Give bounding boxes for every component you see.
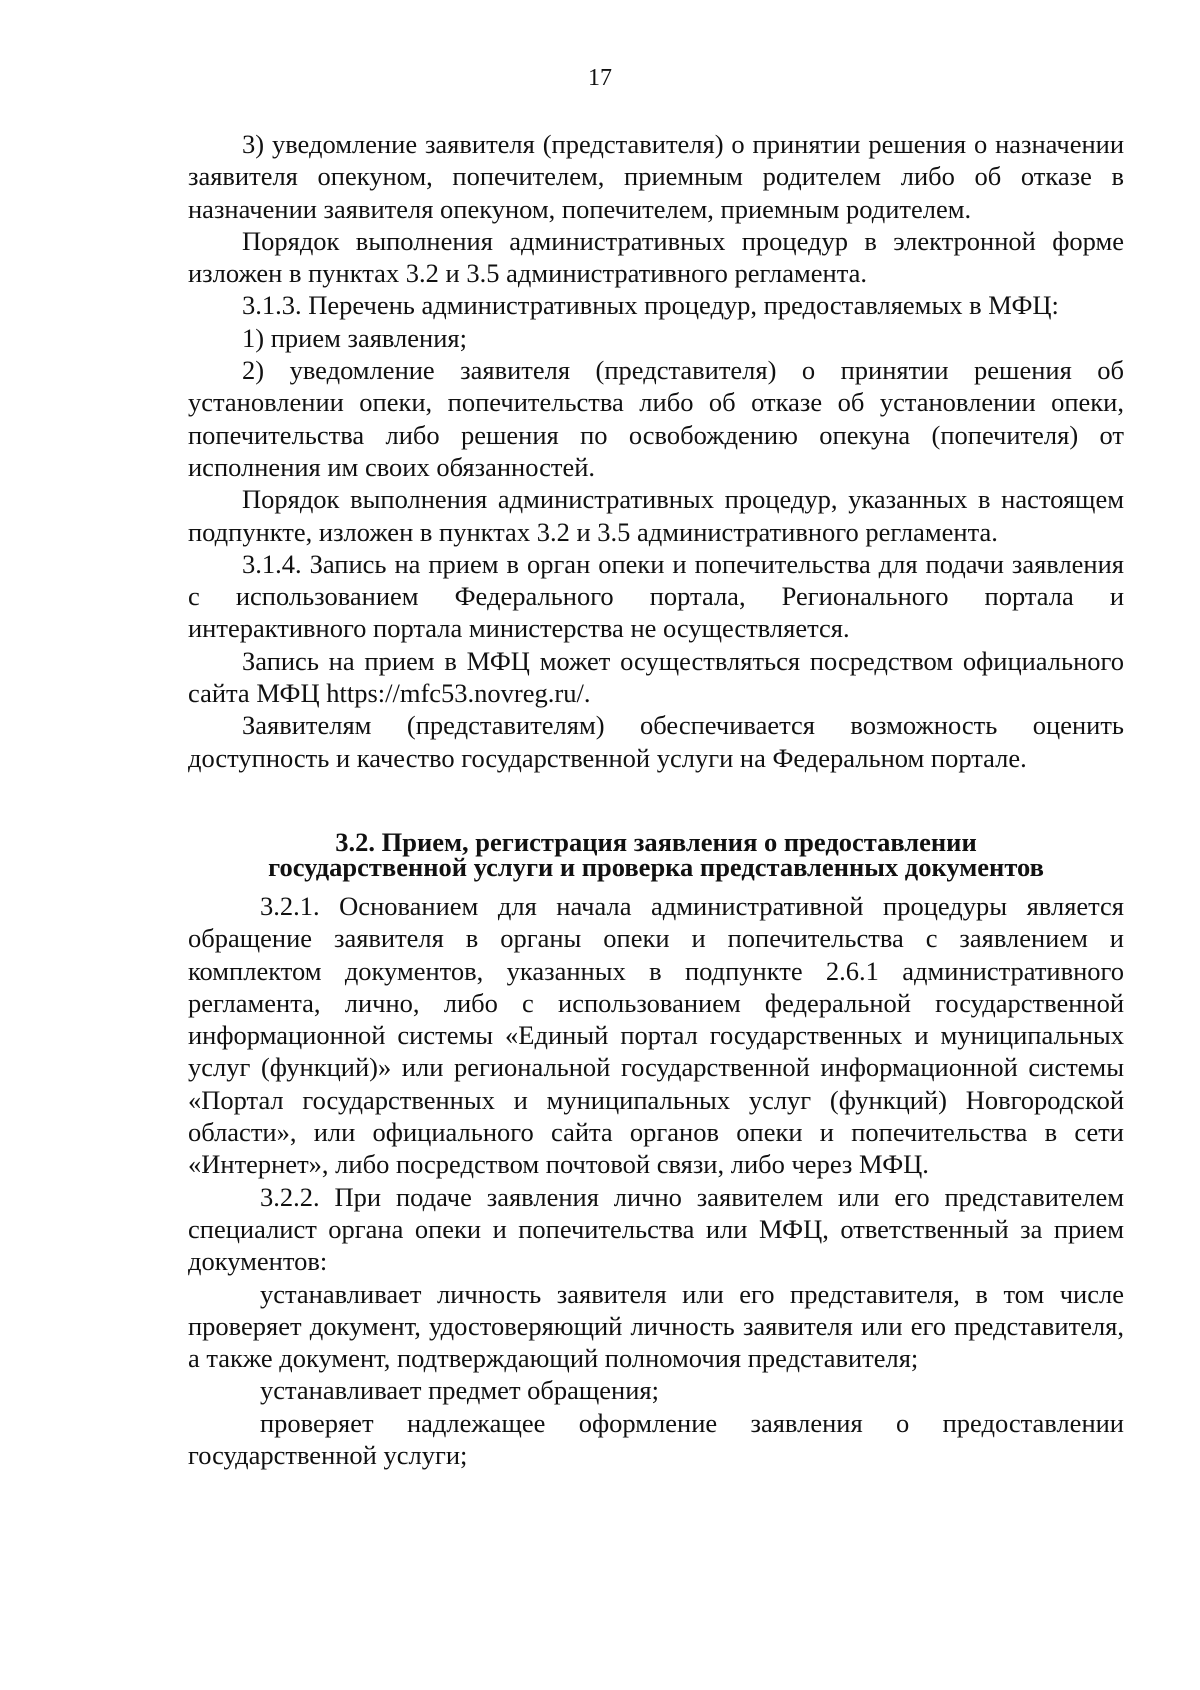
page-number: 17 xyxy=(588,65,612,91)
paragraph-item-1-reception: 1) прием заявления; xyxy=(242,322,467,353)
section-gap xyxy=(188,774,1124,830)
document-body xyxy=(188,128,1124,1471)
paragraph-3-2-1: 3.2.1. Основанием для начала административной процедуры является обращение заявителя в органы опеки и попечительства с заявлением и комплектом документов, указанных в подпункте 2.6.1 административного регламента, лично, либо с использованием федеральной государственной информационной системы «Единый портал государственных и муниципальных услуг (функций)» или региональной государственной информационной системы «Портал государственных и муниципальных услуг (функций) Новгородской области», или официального сайта органов опеки и попечительства в сети «Интернет», либо посредством почтовой связи, либо через МФЦ. xyxy=(188,890,1124,1180)
paragraph-item-3-notification: 3) уведомление заявителя (представителя) о принятии решения о назначении заявителя опекуном, попечителем, приемным родителем либо об отказе в назначении заявителя опекуном, попечителем, приемным родителем. xyxy=(188,129,1124,224)
section-heading-line-2: государственной услуги и проверка представленных документов xyxy=(268,851,1044,882)
paragraph-subject-of-request: устанавливает предмет обращения; xyxy=(260,1375,659,1406)
paragraph-item-2-notification: 2) уведомление заявителя (представителя) о принятии решения об установлении опеки, попечительства либо об отказе об установлении опеки, попечительства либо решения по освобождению опекуна (попечителя) от исполнения им своих обязанностей. xyxy=(188,355,1124,482)
paragraph-3-1-4: 3.1.4. Запись на прием в орган опеки и попечительства для подачи заявления с использованием Федерального портала, Регионального портала и интерактивного портала министерства не осуществляется. xyxy=(188,548,1124,644)
paragraph-quality-evaluation: Заявителям (представителям) обеспечивается возможность оценить доступность и качество государственной услуги на Федеральном портале. xyxy=(188,710,1124,773)
paragraph-identity-check: устанавливает личность заявителя или его представителя, в том числе проверяет документ, удостоверяющий личность заявителя или его представителя, а также документ, подтверждающий полномочия представителя; xyxy=(188,1278,1124,1374)
paragraph-electronic-procedure: Порядок выполнения административных процедур в электронной форме изложен в пунктах 3.2 и 3.5 административного регламента. xyxy=(188,225,1124,289)
paragraph-3-2-2: 3.2.2. При подаче заявления лично заявителем или его представителем специалист органа опеки и попечительства или МФЦ, ответственный за прием документов: xyxy=(188,1181,1124,1277)
paragraph-3-1-3: 3.1.3. Перечень административных процедур, предоставляемых в МФЦ: xyxy=(242,290,1059,321)
paragraph-mfc-appointment: Запись на прием в МФЦ может осуществляться посредством официального сайта МФЦ https://mfc53.novreg.ru/. xyxy=(188,645,1124,709)
paragraph-form-check: проверяет надлежащее оформление заявления о предоставлении государственной услуги; xyxy=(188,1407,1124,1470)
section-heading-3-2 xyxy=(188,826,1124,882)
paragraph-procedure-order: Порядок выполнения административных процедур, указанных в настоящем подпункте, изложен в пунктах 3.2 и 3.5 административного регламента. xyxy=(188,484,1124,547)
section-heading-line-1: 3.2. Прием, регистрация заявления о предоставлении xyxy=(335,826,977,857)
